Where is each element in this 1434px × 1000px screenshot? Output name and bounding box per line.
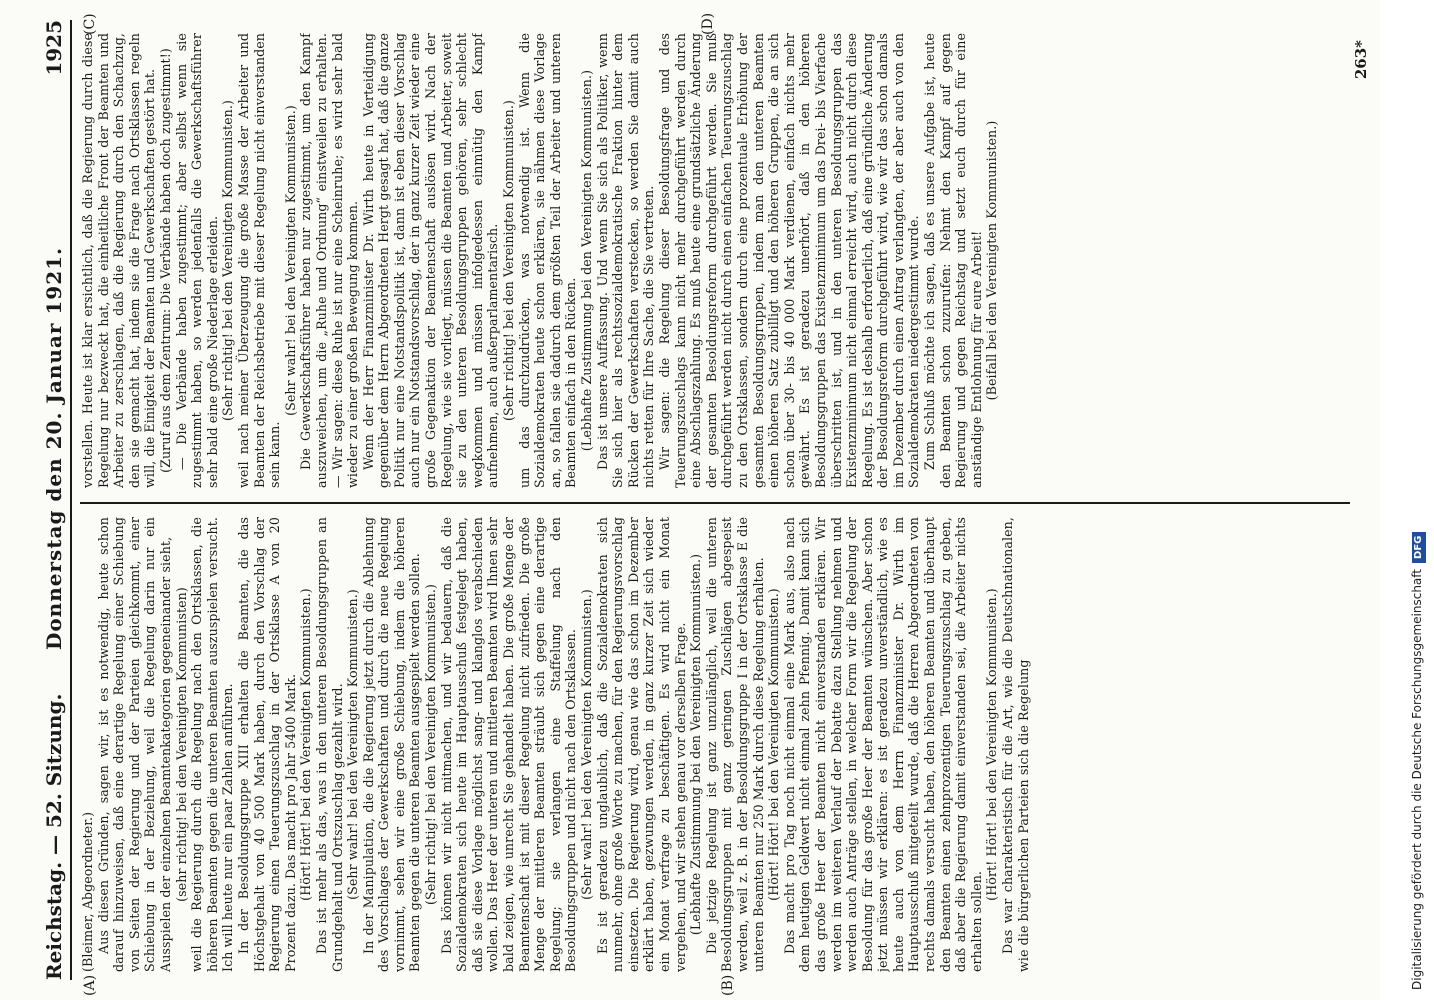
interjection: (Sehr wahr! bei den Vereinigten Kommunisten.) bbox=[345, 589, 361, 900]
paragraph: Zum Schluß möchte ich sagen, daß es unsere Aufgabe ist, heute den Beamten schon zuzurufen: Nehmt den Kampf auf gegen Regierung und gegen Reichstag und setzt euch durch für eine anständige Entlohnung für eure Arbeit! bbox=[922, 33, 984, 488]
header-date: Donnerstag den 20. Januar 1921. bbox=[42, 247, 66, 650]
paragraph: — Die Verbände haben zugestimmt; aber selbst wenn sie zugestimmt haben, so werden jedenfalls die Gewerkschaftsführer sehr bald eine große Niederlage erleiden. bbox=[173, 33, 220, 488]
paragraph: Das macht pro Tag noch nicht einmal eine Mark aus, also nach dem heutigen Geldwert nicht einmal zehn Pfennig. Damit kann sich das große Heer der Beamten nicht einverstanden erklären. Wir werden im weiteren Verlauf der Debatte dazu Stellung nehmen und werden auch Anträge stellen, in welcher Form wir die Regelung der Besoldung für das große Heer der Beamten wünschen. Aber schon jetzt müssen wir erklären: es ist geradezu unverständlich, wie es heute auch von dem Herrn Finanzminister Dr. Wirth im Hauptausschuß mitgeteilt wurde, daß die Herren Abgeordneten von rechts damals versucht haben, den höheren Beamten und überhaupt den Beamten einen zehnprozentigen Teuerungszuschlag zu geben, daß aber die Regierung damit einverstanden sei, die Arbeiter nichts erhalten sollen. bbox=[781, 517, 984, 972]
column-divider bbox=[80, 502, 1350, 504]
interjection: (Sehr richtig! bei den Vereinigten Kommunisten.) bbox=[501, 99, 517, 422]
interjection: (Sehr wahr! bei den Vereinigten Kommunisten.) bbox=[282, 105, 298, 416]
paragraph: um das durchzudrücken, was notwendig ist. Wenn die Sozialdemokraten heute schon erklären, sie nähmen diese Vorlage an, so fallen sie dadurch dem größten Teil der Arbeiter und unteren Beamten einfach in den Rücken. bbox=[516, 33, 579, 488]
left-text-column bbox=[80, 517, 1350, 972]
interjection: (Beifall bei den Vereinigten Kommunisten.) bbox=[984, 120, 1000, 401]
paragraph: Das können wir nicht mitmachen, und wir bedauern, daß die Sozialdemokraten sich heute im Hauptausschuß festgelegt haben, daß sie diese Vorlage möglichst sang- und klanglos verabschieden wollen. Das Heer der unteren und mittleren Beamten wird Ihnen sehr bald zeigen, wie unrecht Sie gehandelt haben. Die große Menge der Beamtenschaft ist mit dieser Regelung nicht zufrieden. Die große Menge der mittleren Beamten sträubt sich gegen eine derartige Regelung; sie verlangen eine Staffelung nach den Besoldungsgruppen und nicht nach den Ortsklassen. bbox=[438, 517, 579, 972]
paragraph: Wir sagen: die Regelung dieser Besoldungsfrage und des Teuerungszuschlags kann nicht mehr durchgeführt werden durch eine Abschlagszahlung. Es muß heute eine grundsätzliche Änderung der gesamten Besoldungsreform durchgeführt werden. Sie muß durchgeführt werden nicht durch einen einfachen Teuerungszuschlag zu den Ortsklassen, sondern durch eine prozentuale Erhöhung der gesamten Besoldungsgruppen, indem man den unteren Beamten einen höheren Satz zubilligt und den höheren Gruppen, die an sich schon über 30- bis 40 000 Mark verdienen, einfach nichts mehr gewährt. Es ist geradezu unerhört, daß in den höheren Besoldungsgruppen das Existenzminimum um das Drei- bis Vierfache überschritten ist, und in den unteren Besoldungsgruppen das Existenzminimum nicht einmal erreicht wird, auch nicht durch diese Regelung. Es ist deshalb erforderlich, daß eine gründliche Änderung der Besoldungsreform durchgeführt wird, wie wir das schon damals im Dezember durch einen Antrag verlangten, der aber auch von den Sozialdemokraten niedergestimmt wurde. bbox=[656, 33, 922, 488]
paragraph: Wenn der Herr Finanzminister Dr. Wirth heute in Verteidigung gegenüber dem Herrn Abgeordneten Hergt gesagt hat, daß die ganze Politik nur eine Notstandspolitik ist, dann ist eben dieser Vorschlag auch nur ein Notstandsvorschlag, der in ganz kurzer Zeit wieder eine große Gegenaktion der Beamtenschaft auslösen wird. Nach der Regelung, wie sie vorliegt, müssen die Beamten und Arbeiter, soweit sie zu den unteren Besoldungsgruppen gehören, sehr schlecht wegkommen und müssen infolgedessen einmütig den Kampf aufnehmen, auch außerparlamentarisch. bbox=[360, 33, 501, 488]
credit-text: Digitalisierung gefördert durch die Deutsche Forschungsgemeinschaft bbox=[1410, 568, 1424, 990]
paragraph: Das ist mehr als das, was in den unteren Besoldungsgruppen an Grundgehalt und Ortszuschlag gezahlt wird. bbox=[313, 517, 345, 972]
paragraph: weil nach meiner Überzeugung die große Masse der Arbeiter und Beamten der Reichsbetriebe mit dieser Regelung nicht einverstanden sein kann. bbox=[235, 33, 283, 488]
header-session: Reichstag. — 52. Sitzung. bbox=[42, 693, 66, 980]
interjection: (Lebhafte Zustimmung bei den Vereinigten Kommunisten.) bbox=[688, 553, 704, 936]
header-page-number: 1925 bbox=[42, 20, 66, 76]
interjection: (Hört! Hört! bei den Vereinigten Kommunisten.) bbox=[766, 588, 782, 901]
paragraph: Aus diesen Gründen, sagen wir, ist es notwendig, heute schon darauf hinzuweisen, daß eine derartige Regelung einer Schiebung von Seiten der Regierung und der Parteien gleichkommt, einer Schiebung in der Beziehung, weil die Regelung darin nur ein Ausspielen der einzelnen Beamtenkategorien gegeneinander sieht, bbox=[95, 517, 173, 972]
digitization-credit-strip bbox=[1406, 10, 1428, 990]
interjection: (Zuruf aus dem Zentrum: Die Verbände haben doch zugestimmt!) bbox=[157, 48, 173, 473]
paragraph: Das ist unsere Auffassung. Und wenn Sie sich als Politiker, wenn Sie sich hier als rechtssozialdemokratische Fraktion hinter dem Rücken der Gewerkschaften verstecken, so werden Sie damit auch nichts retten für Ihre Sache, die Sie vertreten. bbox=[594, 33, 657, 488]
margin-marker-d: (D) bbox=[700, 12, 716, 35]
page-footer-number: 263* bbox=[1352, 40, 1370, 80]
margin-marker-a: (A) bbox=[82, 974, 98, 996]
paragraph: vorstellen. Heute ist klar ersichtlich, daß die Regierung durch diese Regelung nur bezweckt hat, die einheitliche Front der Beamten und Arbeiter zu zerschlagen, daß die Regierung durch den Schachzug, den sie gemacht hat, indem sie die Frage nach Ortsklassen regeln will, die Einigkeit der Beamten und Gewerkschaften gestört hat. bbox=[80, 33, 158, 488]
paragraph: weil die Regierung durch die Regelung nach den Ortsklassen, die höheren Beamten gegen die unteren Beamten auszuspielen versucht. Ich will heute nur ein paar Zahlen anführen. bbox=[189, 517, 236, 972]
paragraph: Das war charakteristisch für die Art, wie die Deutschnationalen, wie die bürgerlichen Parteien sich die Regelung bbox=[1000, 517, 1031, 972]
interjection: (Sehr wahr! bei den Vereinigten Kommunisten.) bbox=[579, 589, 594, 900]
dfg-logo: DFG bbox=[1412, 532, 1426, 563]
interjection: (Lebhafte Zustimmung bei den Vereinigten Kommunisten.) bbox=[579, 69, 594, 452]
right-text-column bbox=[80, 33, 1350, 488]
interjection: (Hört! Hört! bei den Vereinigten Kommunisten.) bbox=[298, 588, 314, 901]
paragraph: Es ist geradezu unglaublich, daß die Sozialdemokraten sich nunmehr, ohne große Worte zu machen, für den Regierungsvorschlag einsetzen. Die Regierung wird, genau wie das schon im Dezember erklärt haben, gezwungen werden, in ganz kurzer Zeit sich wieder ein Monat verfrage zu beschäftigen. Es wird nicht ein Monat vergehen, und wir stehen genau vor derselben Frage. bbox=[594, 517, 688, 972]
interjection: (Sehr richtig! bei den Vereinigten Kommunisten.) bbox=[220, 99, 236, 422]
paragraph: In der Besoldungsgruppe XIII erhalten die Beamten, die das Höchstgehalt von 40 500 Mark haben, durch den Vorschlag der Regierung einen Teuerungszuschlag in der Ortsklasse A von 20 Prozent dazu. Das macht pro Jahr 5400 Mark. bbox=[235, 517, 298, 972]
speaker-line: (Bleimer, Abgeordneter.) bbox=[80, 811, 95, 972]
paragraph: Die Gewerkschaftsführer haben nur zugestimmt, um den Kampf auszuweichen, um die „Ruhe und Ordnung“ einstweilen zu erhalten. — Wir sagen: diese Ruhe ist nur eine Scheinruhe; es wird sehr bald wieder zu einer großen Bewegung kommen. bbox=[298, 33, 361, 488]
interjection: (Hört! Hört! bei den Vereinigten Kommunisten.) bbox=[984, 588, 1000, 901]
margin-marker-b: (B) bbox=[720, 974, 736, 996]
paragraph: Die jetzige Regelung ist ganz unzulänglich, weil die unteren Besoldungsgruppen mit ganz geringen Zuschlägen abgespeist werden, weil z. B. in der Besoldungsgruppe I in der Ortsklasse E die unteren Beamten nur 250 Mark durch diese Regelung erhalten. bbox=[703, 517, 766, 972]
digitization-credit bbox=[1406, 10, 1428, 990]
interjection: (Sehr richtig! bei den Vereinigten Kommunisten.) bbox=[423, 583, 439, 906]
page-header bbox=[40, 20, 72, 980]
paragraph: In der Manipulation, die die Regierung jetzt durch die Ablehnung des Vorschlages der Gewerkschaften und durch die neue Regelung vornimmt, sehen wir eine große Schiebung, indem die höheren Beamten gegen die unteren Beamten ausgespielt werden sollen. bbox=[360, 517, 423, 972]
interjection: (sehr richtig! bei den Vereinigten Kommunisten) bbox=[173, 587, 189, 902]
margin-marker-c: (C) bbox=[82, 13, 98, 35]
